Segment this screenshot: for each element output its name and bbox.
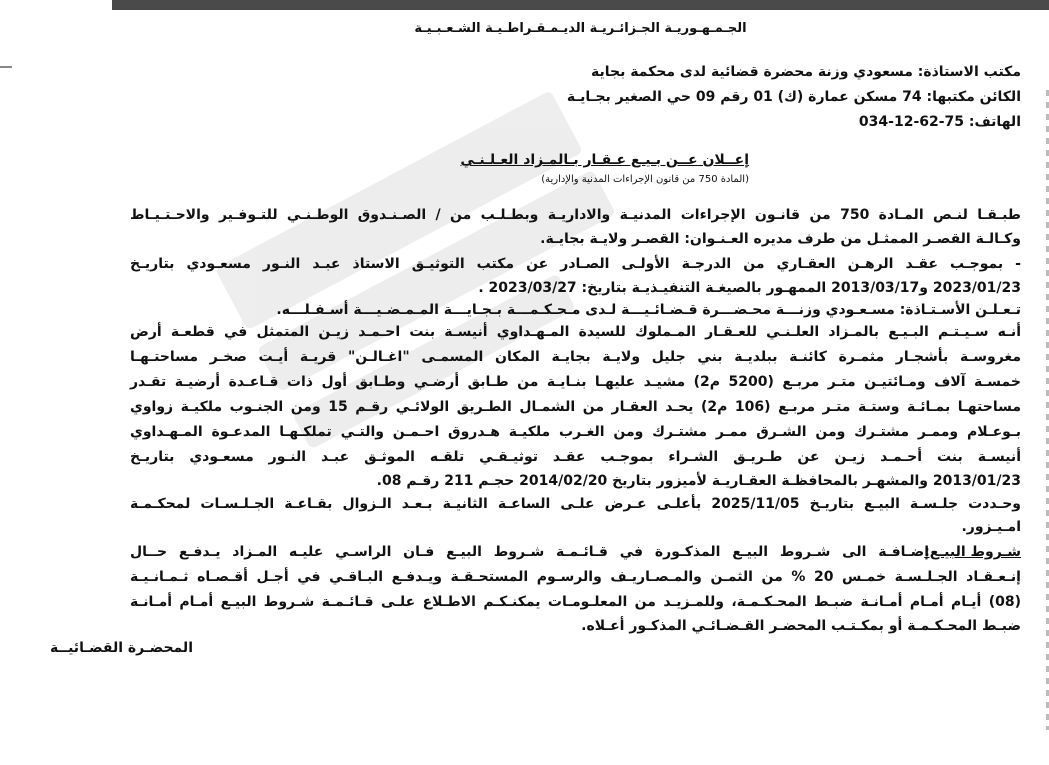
paragraph-line: 2023/01/23 و2013/03/17 الممهـور بالصيغـة التنفيـذيـة بتاريخ: 2023/03/27 . (478, 280, 1021, 296)
paragraph-line: مغروسـة بأشجـار مثمـرة كائنـة ببلديـة بني جليل ولايـة بجايـة المكان المسمـى "اغـالـن" قريـة أيـت صخـر مساحتـهـا (130, 349, 1021, 365)
notice-title: إعــلان عــن بـيـع عـقـار بـالمـزاد العـلـنـي (460, 152, 749, 168)
paragraph-line: أنيسـة بنت أحـمـد زيـن عن طـريـق الشـراء بموجـب عقـد توثيـقـي تلقـه الموثـق عبـد النـور مسعـودي بتاريـخ (130, 449, 1021, 465)
address-line: الكائن مكتبها: 74 مسكن عمارة (ك) 01 رقم 09 حي الصغير بجـايـة (566, 89, 1021, 105)
paragraph-line: - بموجـب عقـد الرهـن العقـاري من الدرجـة الأولـى الصـادر عن مكتب التوثيـق الاستاذ عبـد النـور مسعـودي بتاريـخ (130, 256, 1021, 272)
notice-subtitle: (المادة 750 من قانون الإجراءات المدنية والإدارية) (541, 174, 749, 185)
paragraph-line: إنـعـقـاد الجـلـسـة خمـس 20 % من الثمـن والمـصـاريـف والرسـوم المستحـقـة ويـدفـع البـاقـي في أجـل أقـصـاه ثـمـانـيـة (130, 569, 1021, 585)
paragraph-line: وحـددت جلـسـة البيـع بتاريـخ 2025/11/05 بأعلـى عـرض علـى الساعـة الثانيـة بـعـد الـزوال بقـاعـة الجـلـسـات لمحكـمـة (130, 496, 1022, 512)
top-scan-bar (112, 0, 1049, 10)
scan-edge-mark (0, 66, 12, 68)
paragraph-line: خمسـة آلاف ومـائتيـن متـر مربـع (5200 م2) مشيـد عليهـا بنـايـة من طـابق أرضـي وطـابق أول ذات قـاعـدة أرضيـة تقـدر (130, 374, 1022, 390)
terms-label: شـروط البيـع: (924, 544, 1021, 560)
paragraph-line: أنـه سـيـتـم البـيـع بالمـزاد العلـنـي للعـقـار المـملوك للسيدة المـهـداوي أنيسـة بنت احـمـد زيـن المتمثل في قطعـة أرض (130, 324, 1021, 340)
office-line: مكتب الاستاذة: مسعودي وزنة محضرة قضائية لدى محكمة بجاية (591, 64, 1021, 80)
phone-line: الهاتف: 75-62-12-034 (858, 114, 1021, 130)
paragraph-line: 2013/01/23 والمشهـر بالمحافظـة العقـاريـة لأميزور بتاريخ 2014/02/20 حجـم 211 رقـم 08. (376, 473, 1021, 489)
republic-header: الجـمـهـوريـة الجـزائـريـة الديـمـقـراطـيـة الشـعـبـيـة (414, 21, 747, 36)
paragraph-line: إضـافـة الى شـروط البيـع المذكـورة في قـائـمـة شـروط البيـع فـان الراسـي عليـه المـزاد يـدفـع حــال (130, 544, 929, 560)
paragraph-line: مساحتهـا بمـائـة وستـة متـر مربـع (106 م2) يحـد العقـار من الشمـال الطـريق الولائـي رقـم 15 ومن الجنـوب ملكيـة زواوي (130, 399, 1021, 415)
paragraph-line: وكـالـة القصـر الممثـل من طرف مديره العـنـوان: القصـر ولايـة بجايـة. (540, 231, 1021, 247)
signature: المحضـرة القضـائيــة (50, 640, 193, 656)
paragraph-line: طبـقـا لنـص المـادة 750 من قانـون الإجراءات المدنيـة والاداريـة وبطـلـب من / الصـنـدوق الوطـنـي للتـوفـير والاحـتـيـاط (130, 207, 1021, 223)
paragraph-line: (08) أيـام أمـام أمـانـة ضبـط المحـكـمـة، وللمـزيـد من المعلـومـات يمكنـكـم الاطـلاع علـى قـائـمـة شـروط البيـع أمـام أمـانـة (130, 594, 1021, 610)
paragraph-line: امـيـزور. (961, 519, 1021, 535)
paragraph-line: ضبـط المحـكـمـة أو بمكـتـب المحضـر القـضـائـي المذكـور أعـلاه. (581, 618, 1021, 634)
paragraph-line: تـعـلـن الأسـتـاذة: مسـعـودي وزنـــة محـضـــرة قـضـائـيـــة لـدى مـحـكـمـــة بـجـايـــة المـمـضـيـــة أسـفـلـــه. (276, 302, 1021, 318)
paragraph-line: بـوعـلام وممـر مشتـرك ومن الشـرق ممـر مشتـرك ومن الغـرب ملكيـة هـدروق احـمـن والتـي تملكـهـا المدعـوة المـهـداوي (130, 424, 1021, 440)
